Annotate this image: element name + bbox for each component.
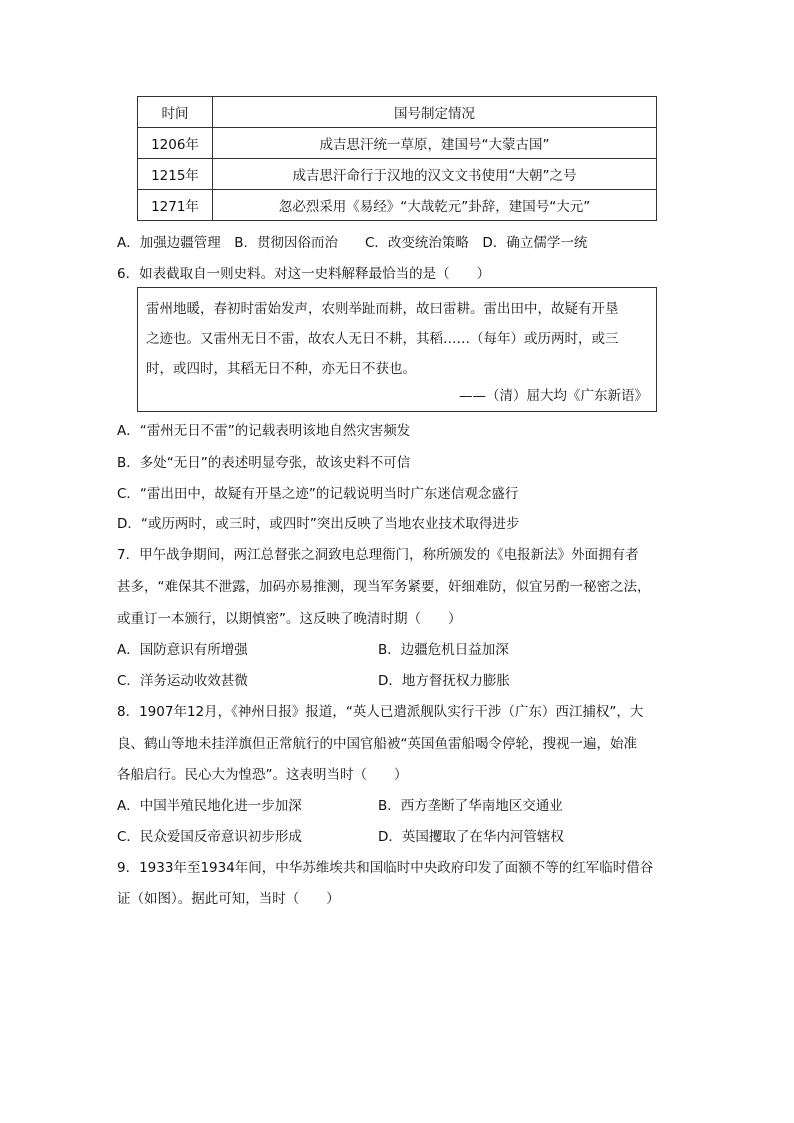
table-cell-event: 成吉思汗命行于汉地的汉文文书使用“大朝”之号 bbox=[213, 159, 657, 190]
q6-quote-box bbox=[137, 287, 657, 412]
q8-option-a: A．中国半殖民地化进一步加深 bbox=[117, 798, 302, 814]
q9-stem-line: 证（如图）。据此可知，当时（ ） bbox=[117, 891, 340, 907]
table-cell-event: 成吉思汗统一草原，建国号“大蒙古国” bbox=[213, 128, 657, 159]
table-row bbox=[138, 128, 657, 159]
q6-quote-line: 雷州地暖，春初时雷始发声，农则举趾而耕，故曰雷耕。雷出田中，故疑有开垦 bbox=[146, 301, 619, 317]
q8-stem-line: 8．1907年12月，《神州日报》报道，“英人已遣派舰队实行干涉（广东）西江捕权”，大 bbox=[117, 704, 644, 720]
q6-quote-source: ——（清）屈大均《广东新语》 bbox=[459, 388, 648, 404]
q8-option-d: D．英国攫取了在华内河管辖权 bbox=[378, 829, 564, 845]
q8-stem-line: 各船启行。民心大为惶恐”。这表明当时（ ） bbox=[117, 767, 408, 783]
q7-option-a: A．国防意识有所增强 bbox=[117, 642, 248, 658]
table-header-cell: 时间 bbox=[138, 97, 213, 128]
q6-quote-line: 之迹也。又雷州无日不雷，故农人无日不耕，其稻……（每年）或历两时，或三 bbox=[146, 331, 619, 347]
q8-stem-line: 良、鹤山等地未挂洋旗但正常航行的中国官船被“英国鱼雷船喝令停轮，搜视一遍，始准 bbox=[117, 736, 637, 752]
table-row bbox=[138, 159, 657, 190]
q7-option-b: B．边疆危机日益加深 bbox=[378, 642, 509, 658]
q5-options: A．加强边疆管理 B．贯彻因俗而治 C．改变统治策略 D．确立儒学一统 bbox=[117, 235, 588, 251]
table-cell-year: 1215年 bbox=[138, 159, 213, 190]
table-header-row bbox=[138, 97, 657, 128]
table-cell-year: 1206年 bbox=[138, 128, 213, 159]
q9-stem-line: 9．1933年至1934年间，中华苏维埃共和国临时中央政府印发了面额不等的红军临时借谷 bbox=[117, 860, 654, 876]
table-cell-event: 忽必烈采用《易经》“大哉乾元”卦辞，建国号“大元” bbox=[213, 190, 657, 221]
dynasty-name-table bbox=[137, 96, 657, 221]
table-cell-year: 1271年 bbox=[138, 190, 213, 221]
q6-option-c: C．“雷出田中，故疑有开垦之迹”的记载说明当时广东迷信观念盛行 bbox=[117, 486, 519, 502]
q6-option-d: D．“或历两时，或三时，或四时”突出反映了当地农业技术取得进步 bbox=[117, 516, 520, 532]
q8-option-b: B．西方垄断了华南地区交通业 bbox=[378, 798, 563, 814]
q6-option-b: B．多处“无日”的表述明显夸张，故该史料不可信 bbox=[117, 455, 411, 471]
q7-option-d: D．地方督抚权力膨胀 bbox=[378, 673, 510, 689]
q8-option-c: C．民众爱国反帝意识初步形成 bbox=[117, 829, 302, 845]
q7-option-c: C．洋务运动收效甚微 bbox=[117, 673, 248, 689]
q6-option-a: A．“雷州无日不雷”的记载表明该地自然灾害频发 bbox=[117, 423, 411, 439]
q7-stem-line: 7．甲午战争期间，两江总督张之洞致电总理衙门，称所颁发的《电报新法》外面拥有者 bbox=[117, 547, 639, 563]
table-row bbox=[138, 190, 657, 221]
q7-stem-line: 或重订一本颁行，以期慎密”。这反映了晚清时期（ ） bbox=[117, 611, 462, 627]
q7-stem-line: 甚多，“难保其不泄露，加码亦易推测，现当军务紧要，奸细难防，似宜另酌一秘密之法， bbox=[117, 579, 651, 595]
q6-quote-line: 时，或四时，其稻无日不种，亦无日不获也。 bbox=[146, 361, 416, 377]
table-header-cell: 国号制定情况 bbox=[213, 97, 657, 128]
q6-stem: 6．如表截取自一则史料。对这一史料解释最恰当的是（ ） bbox=[117, 266, 491, 282]
